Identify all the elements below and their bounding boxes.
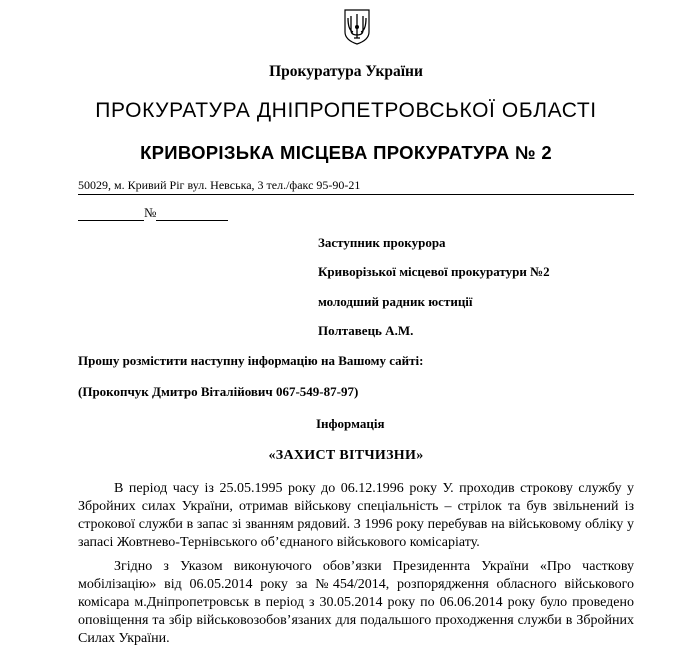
- reg-number-sign: №: [144, 205, 157, 220]
- section-title: Інформація: [316, 416, 385, 431]
- org-top-title: Прокуратура України: [269, 63, 423, 80]
- trident-coat-of-arms-icon: [342, 8, 372, 46]
- paragraph-2-text: Згідно з Указом виконуючого обов’язки Президеннта України «Про часткову мобілізацію» від 06.05.2014 року за №454/2014, розпорядження обласного військового комісара м.Дніпропетровськ в період з 30.05.2014 року по 06.06.2014 року було проведено оповіщення та збір військовозобов’язаних для подальшого проходження служби в Збройних Силах України.: [78, 559, 634, 646]
- paragraph-1-text: В період часу із 25.05.1995 року до 06.12.1996 року У. проходив строкову службу у Збройних силах України, отримав військову спеціальність – стрілок та був звільнений із строкової служби в запас зі званням рядовий. З 1996 року перебував на військовому обліку у запасі Жовтнево-Тернівського об’єднаного військового комісаріату.: [78, 481, 634, 550]
- body-paragraph-2: [78, 558, 634, 648]
- request-line: Прошу розмістити наступну інформацію на Вашому сайті:: [78, 353, 424, 368]
- headline: «ЗАХИСТ ВІТЧИЗНИ»: [268, 448, 424, 463]
- registration-number-line: [78, 205, 228, 221]
- org-region-title: ПРОКУРАТУРА ДНІПРОПЕТРОВСЬКОЇ ОБЛАСТІ: [95, 99, 597, 122]
- reg-date-blank: [78, 208, 144, 221]
- request-contact: (Прокопчук Дмитро Віталійович 067-549-87-97): [78, 384, 359, 399]
- org-address-line: 50029, м. Кривий Ріг вул. Невська, 3 тел./факс 95-90-21: [78, 178, 634, 195]
- addressee-line-1: Заступник прокурора: [318, 235, 446, 250]
- org-local-title: КРИВОРІЗЬКА МІСЦЕВА ПРОКУРАТУРА № 2: [140, 142, 552, 163]
- addressee-line-2: Криворізької місцевої прокуратури №2: [318, 264, 550, 279]
- addressee-line-4: Полтавець А.М.: [318, 323, 414, 338]
- addressee-line-3: молодший радник юстиції: [318, 294, 473, 309]
- reg-number-blank: [156, 208, 228, 221]
- body-paragraph-1: [78, 480, 634, 552]
